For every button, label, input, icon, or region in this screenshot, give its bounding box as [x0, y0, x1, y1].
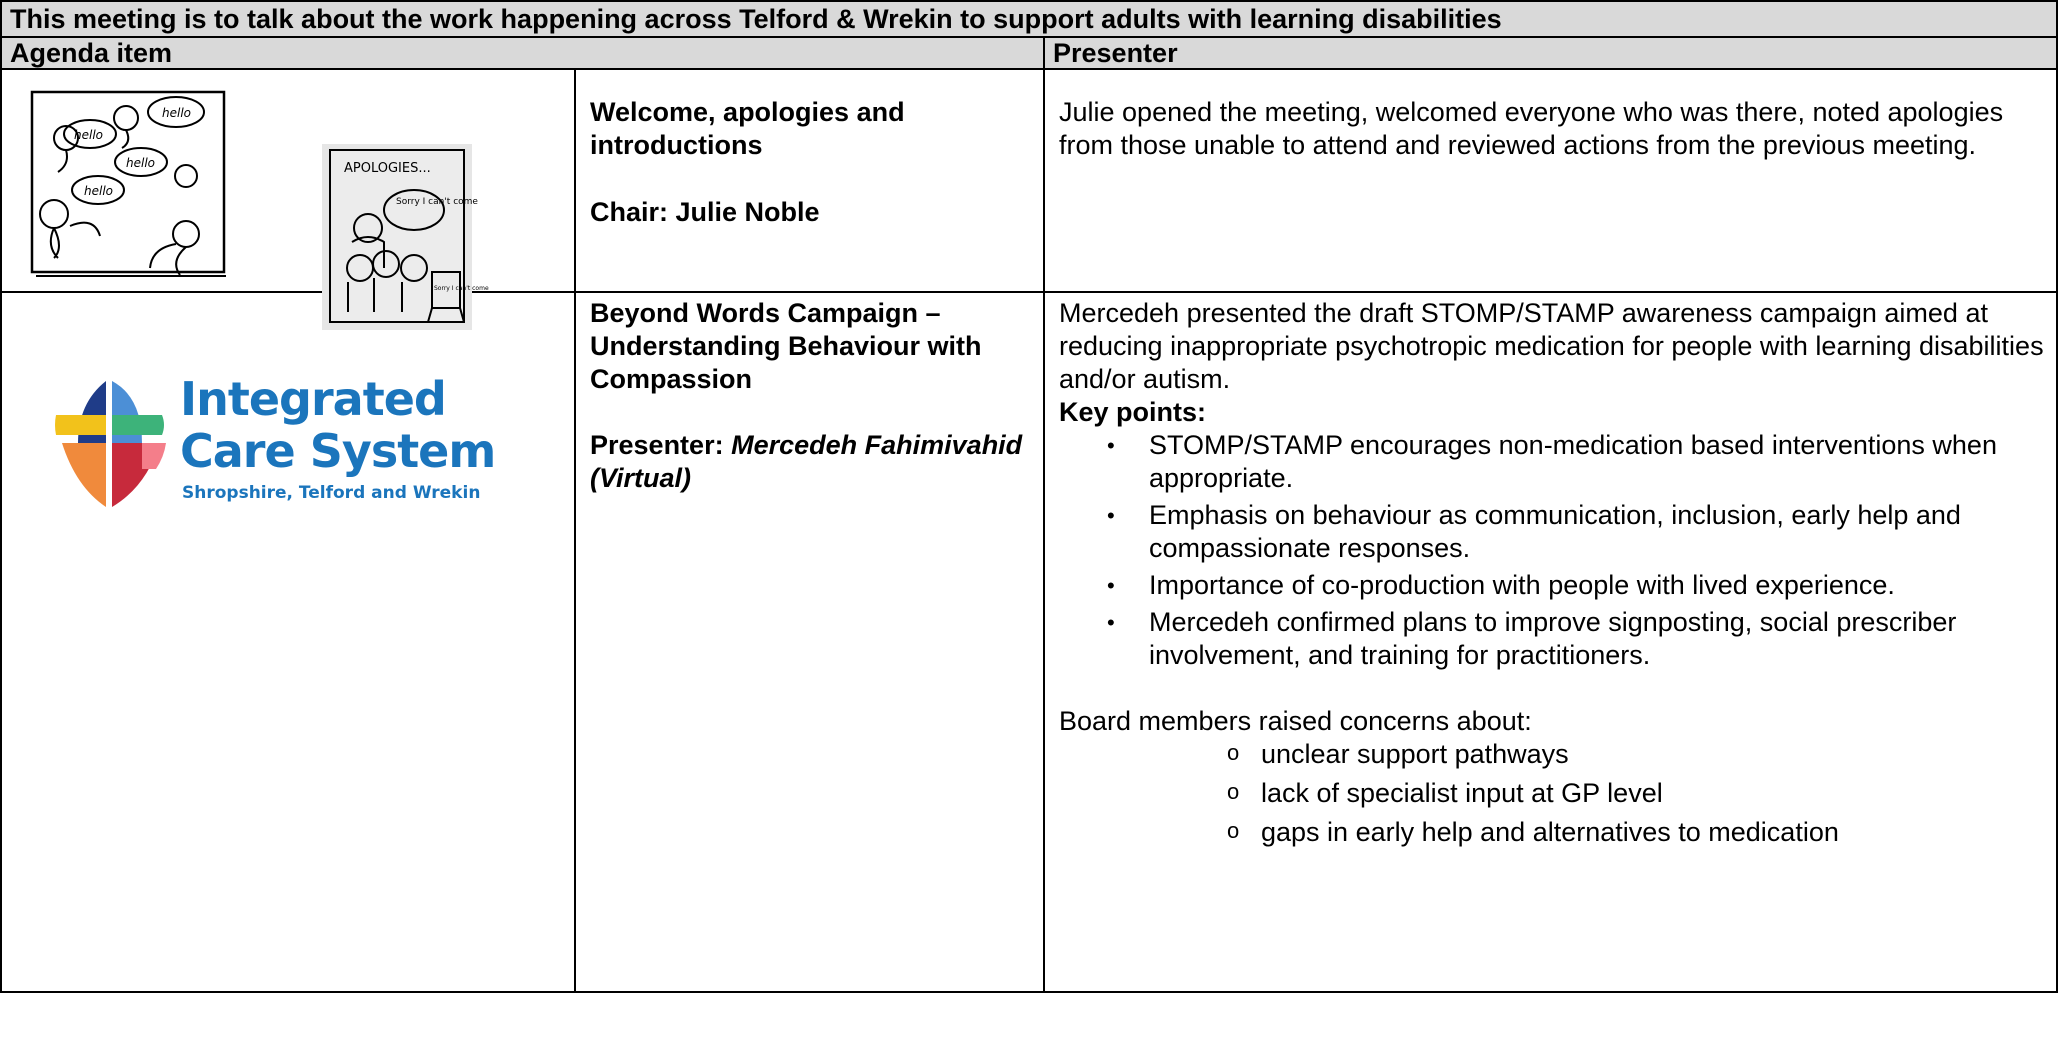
meeting-banner: This meeting is to talk about the work happening across Telford & Wrekin to support adults with learning disabilities [1, 1, 2057, 37]
key-point-item: • Importance of co-production with people with lived experience. [1149, 569, 2046, 602]
agenda-row-welcome [1, 69, 2057, 292]
banner-row [1, 1, 2057, 37]
welcome-title: Welcome, apologies and introductions [590, 97, 905, 160]
concern-item: o unclear support pathways [1261, 738, 2046, 771]
beyond-words-title: Beyond Words Campaign – Understanding Behaviour with Compassion [590, 298, 982, 394]
ics-logo-line3: Shropshire, Telford and Wrekin [182, 483, 481, 503]
ics-cross-icon [56, 373, 166, 513]
concern-item: o lack of specialist input at GP level [1261, 777, 2046, 810]
key-point-item: • Mercedeh confirmed plans to improve signposting, social prescriber involvement, and training for practitioners. [1149, 606, 2046, 672]
ics-logo-line1: Integrated [180, 372, 446, 426]
hello-word-2: hello [74, 128, 103, 142]
key-points-list [1059, 429, 2046, 672]
hello-people-illustration [26, 86, 230, 282]
welcome-illustrations [1, 69, 575, 292]
hello-word-1: hello [162, 106, 191, 120]
hello-word-3: hello [126, 156, 155, 170]
hello-word-4: hello [84, 184, 113, 198]
concerns-list [1059, 738, 2046, 849]
agenda-row-beyond-words [1, 292, 2057, 992]
column-header-row [1, 37, 2057, 69]
welcome-chair: Chair: Julie Noble [590, 197, 820, 227]
beyond-words-item-cell [575, 292, 1044, 992]
key-point-item: • Emphasis on behaviour as communication, inclusion, early help and compassionate responses. [1149, 499, 2046, 565]
welcome-notes-cell [1044, 69, 2057, 292]
apologies-speech-bubble: Sorry I can't come [396, 197, 478, 207]
beyond-words-intro: Mercedeh presented the draft STOMP/STAMP awareness campaign aimed at reducing inappropriate psychotropic medication for people with learning disabilities and/or autism. [1059, 298, 2044, 394]
agenda-item-header: Agenda item [1, 37, 1044, 69]
ics-logo-line2: Care System [180, 424, 496, 478]
concern-item: o gaps in early help and alternatives to medication [1261, 816, 2046, 849]
presenter-header: Presenter [1044, 37, 2057, 69]
welcome-item-cell [575, 69, 1044, 292]
beyond-words-notes-cell [1044, 292, 2057, 992]
apologies-title: APOLOGIES... [344, 161, 431, 176]
key-points-label: Key points: [1059, 397, 1207, 427]
welcome-notes: Julie opened the meeting, welcomed everyone who was there, noted apologies from those unable to attend and reviewed actions from the previous meeting. [1059, 97, 2004, 160]
presenter-name: Mercedeh Fahimivahid (Virtual) [590, 430, 1023, 493]
presenter-label: Presenter: [590, 430, 724, 460]
ics-logo-cell [1, 292, 575, 992]
concerns-label: Board members raised concerns about: [1059, 706, 1532, 736]
ics-logo [56, 373, 556, 513]
key-point-item: • STOMP/STAMP encourages non-medication based interventions when appropriate. [1149, 429, 2046, 495]
apologies-sign: Sorry I can't come [434, 285, 489, 292]
